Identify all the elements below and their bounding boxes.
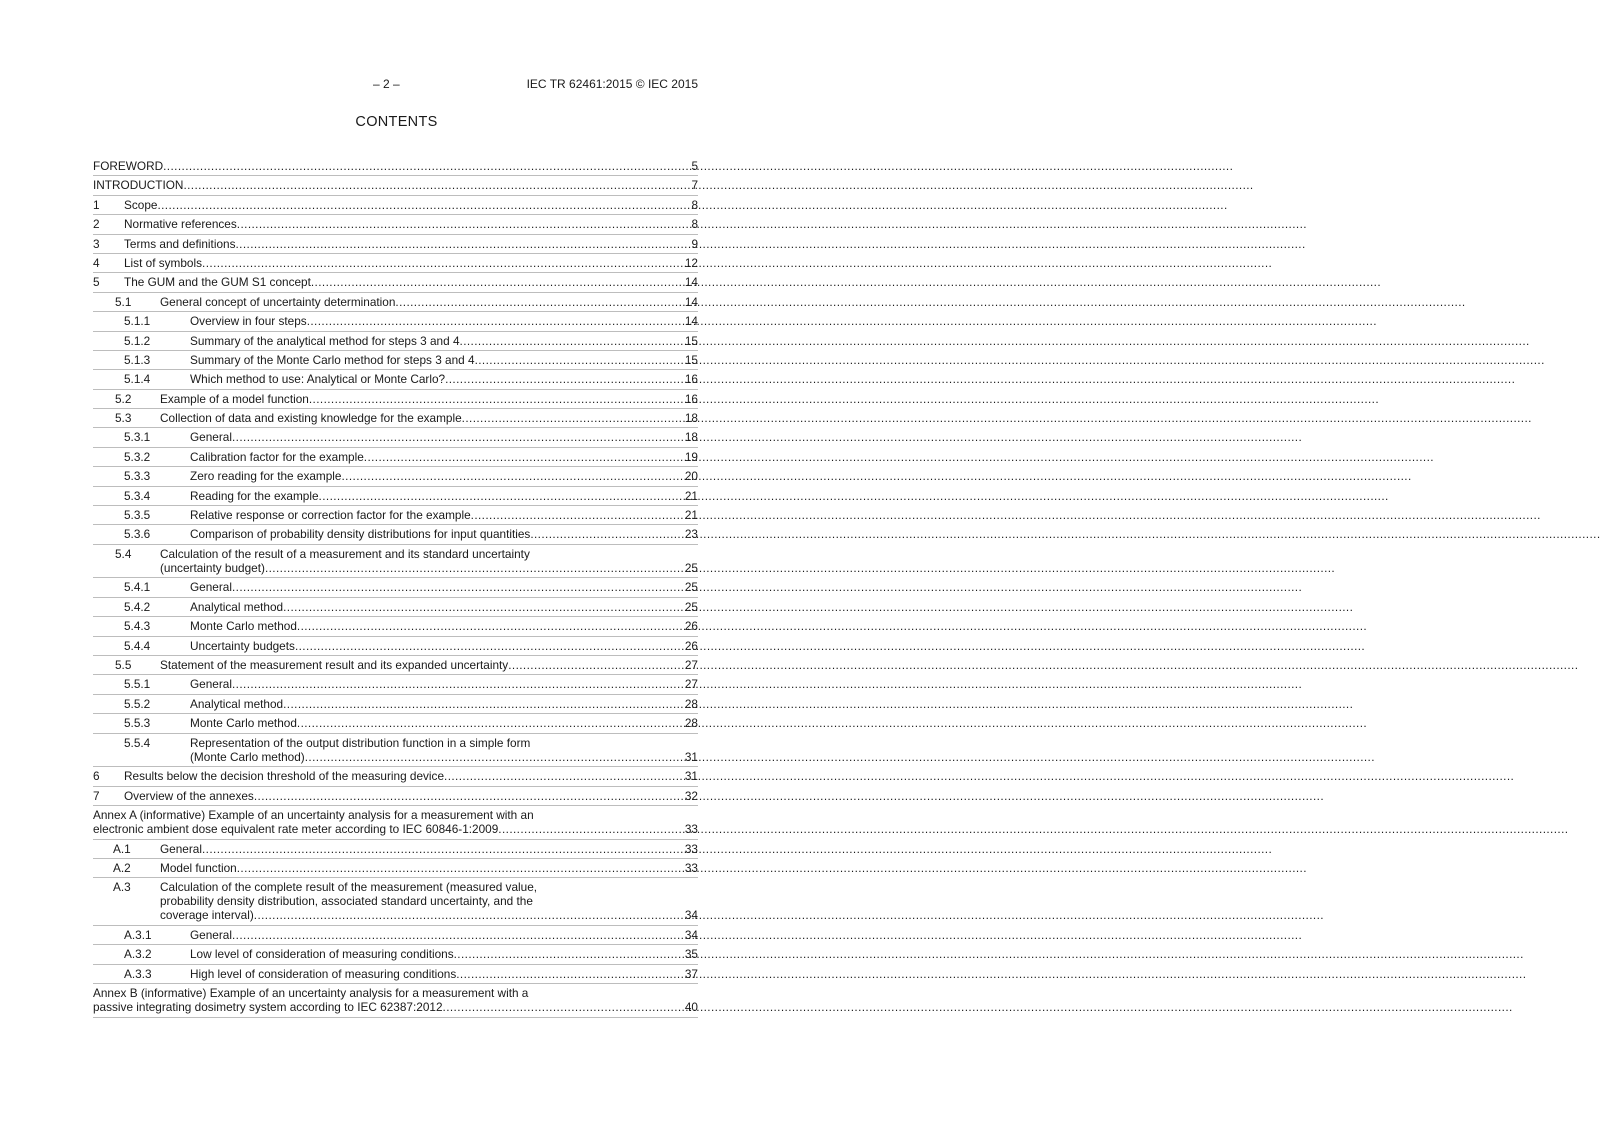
- page-ref: 5: [691, 159, 698, 173]
- page-ref: 33: [684, 841, 698, 856]
- toc-entry-a-3-1[interactable]: A.3.1 General ..... 34: [93, 926, 698, 945]
- page-ref: 26: [684, 638, 698, 653]
- page-ref: 8: [691, 217, 698, 232]
- toc-entry-5-1-1[interactable]: 5.1.1 Overview in four steps ..... 14: [93, 312, 698, 331]
- page-ref: 33: [684, 821, 698, 836]
- toc-entry-foreword[interactable]: FOREWORD ..... 5: [93, 157, 698, 176]
- page-ref: 15: [684, 333, 698, 348]
- page-ref: 23: [684, 527, 698, 542]
- toc-entry-5-5-1[interactable]: 5.5.1 General ..... 27: [93, 675, 698, 694]
- page-ref: 21: [684, 488, 698, 503]
- page-ref: 31: [684, 749, 698, 764]
- page-ref: 34: [684, 908, 698, 923]
- page-ref: 34: [684, 928, 698, 943]
- page-ref: 27: [684, 677, 698, 692]
- toc-entry-5-5-2[interactable]: 5.5.2 Analytical method ..... 28: [93, 695, 698, 714]
- toc-entry-5-3-6[interactable]: 5.3.6 Comparison of probability density distributions for input quantities ..... 23: [93, 525, 698, 544]
- page-ref: 15: [684, 352, 698, 367]
- page-ref: 16: [684, 372, 698, 387]
- page-ref: 26: [684, 619, 698, 634]
- toc-entry-5-3-2[interactable]: 5.3.2 Calibration factor for the example ..... 19: [93, 448, 698, 467]
- page-ref: 14: [684, 294, 698, 309]
- page-ref: 31: [684, 769, 698, 784]
- toc-entry-a-3-3[interactable]: A.3.3 High level of consideration of measuring conditions ..... 37: [93, 965, 698, 984]
- toc-entry-5-3-4[interactable]: 5.3.4 Reading for the example ..... 21: [93, 487, 698, 506]
- toc-entry-5[interactable]: 5 The GUM and the GUM S1 concept ..... 14: [93, 273, 698, 292]
- toc-entry-5-4-4[interactable]: 5.4.4 Uncertainty budgets ..... 26: [93, 637, 698, 656]
- toc-entry-7[interactable]: 7 Overview of the annexes ..... 32: [93, 787, 698, 806]
- table-of-contents: [93, 157, 698, 1018]
- page-ref: 12: [684, 255, 698, 270]
- page-ref: 25: [684, 580, 698, 595]
- page-ref: 14: [684, 314, 698, 329]
- toc-entry-2[interactable]: 2 Normative references ..... 8: [93, 215, 698, 234]
- page-ref: 40: [684, 1000, 698, 1015]
- toc-entry-5-4[interactable]: 5.4 Calculation of the result of a measurement and its standard uncertainty (uncertainty budget) ..... 25: [93, 545, 698, 579]
- toc-entry-5-4-1[interactable]: 5.4.1 General ..... 25: [93, 578, 698, 597]
- toc-entry-1[interactable]: 1 Scope ..... 8: [93, 196, 698, 215]
- toc-entry-a-2[interactable]: A.2 Model function ..... 33: [93, 859, 698, 878]
- toc-entry-5-1[interactable]: 5.1 General concept of uncertainty determination ..... 14: [93, 293, 698, 312]
- page-ref: 32: [684, 788, 698, 803]
- page-ref: 18: [684, 411, 698, 426]
- toc-entry-annex-a[interactable]: Annex A (informative) Example of an uncertainty analysis for a measurement with an electronic ambient dose equivalent rate meter according to IEC 60846-1:2009 ..... 33: [93, 806, 698, 840]
- page-ref: 9: [691, 236, 698, 251]
- toc-entry-5-4-2[interactable]: 5.4.2 Analytical method ..... 25: [93, 598, 698, 617]
- standard-reference: IEC TR 62461:2015 © IEC 2015: [526, 77, 698, 91]
- toc-entry-introduction[interactable]: INTRODUCTION ..... 7: [93, 176, 698, 195]
- toc-entry-5-5-3[interactable]: 5.5.3 Monte Carlo method ..... 28: [93, 714, 698, 733]
- page-ref: 33: [684, 860, 698, 875]
- page-ref: 37: [684, 966, 698, 981]
- page-ref: 20: [684, 469, 698, 484]
- toc-entry-5-3-1[interactable]: 5.3.1 General ..... 18: [93, 428, 698, 447]
- toc-entry-a-3-2[interactable]: A.3.2 Low level of consideration of measuring conditions ..... 35: [93, 945, 698, 964]
- toc-entry-6[interactable]: 6 Results below the decision threshold of the measuring device ..... 31: [93, 767, 698, 786]
- page-ref: 16: [684, 391, 698, 406]
- page-ref: 25: [684, 599, 698, 614]
- page-header: [93, 77, 698, 91]
- toc-entry-5-5-4[interactable]: 5.5.4 Representation of the output distribution function in a simple form (Monte Carlo method) ..... 31: [93, 734, 698, 768]
- page-ref: 21: [684, 508, 698, 523]
- toc-entry-5-1-3[interactable]: 5.1.3 Summary of the Monte Carlo method for steps 3 and 4 ..... 15: [93, 351, 698, 370]
- toc-entry-5-1-2[interactable]: 5.1.2 Summary of the analytical method for steps 3 and 4 ..... 15: [93, 332, 698, 351]
- toc-entry-5-1-4[interactable]: 5.1.4 Which method to use: Analytical or Monte Carlo? ..... 16: [93, 370, 698, 389]
- toc-entry-5-5[interactable]: 5.5 Statement of the measurement result and its expanded uncertainty ..... 27: [93, 656, 698, 675]
- page-ref: 27: [684, 657, 698, 672]
- page-ref: 19: [684, 449, 698, 464]
- toc-entry-annex-b[interactable]: Annex B (informative) Example of an uncertainty analysis for a measurement with a passive integrating dosimetry system according to IEC 62387:2012 ..... 40: [93, 984, 698, 1018]
- page-title: CONTENTS: [355, 114, 438, 130]
- toc-entry-4[interactable]: 4 List of symbols ..... 12: [93, 254, 698, 273]
- page-ref: 7: [691, 178, 698, 193]
- page-ref: 28: [684, 696, 698, 711]
- toc-entry-5-3[interactable]: 5.3 Collection of data and existing knowledge for the example ..... 18: [93, 409, 698, 428]
- page-ref: 18: [684, 430, 698, 445]
- toc-entry-a-1[interactable]: A.1 General ..... 33: [93, 840, 698, 859]
- toc-entry-5-3-3[interactable]: 5.3.3 Zero reading for the example ..... 20: [93, 467, 698, 486]
- page-ref: 28: [684, 716, 698, 731]
- page-number: – 2 –: [373, 77, 400, 91]
- page-ref: 14: [684, 275, 698, 290]
- page-ref: 25: [684, 560, 698, 575]
- toc-entry-3[interactable]: 3 Terms and definitions ..... 9: [93, 235, 698, 254]
- toc-entry-5-2[interactable]: 5.2 Example of a model function ..... 16: [93, 390, 698, 409]
- toc-entry-a-3[interactable]: A.3 Calculation of the complete result of the measurement (measured value, probability density distribution, associated standard uncertainty, and the coverage interval) ..... 34: [93, 878, 698, 926]
- toc-entry-5-3-5[interactable]: 5.3.5 Relative response or correction factor for the example ..... 21: [93, 506, 698, 525]
- page-ref: 35: [684, 947, 698, 962]
- toc-entry-5-4-3[interactable]: 5.4.3 Monte Carlo method ..... 26: [93, 617, 698, 636]
- page-ref: 8: [691, 197, 698, 212]
